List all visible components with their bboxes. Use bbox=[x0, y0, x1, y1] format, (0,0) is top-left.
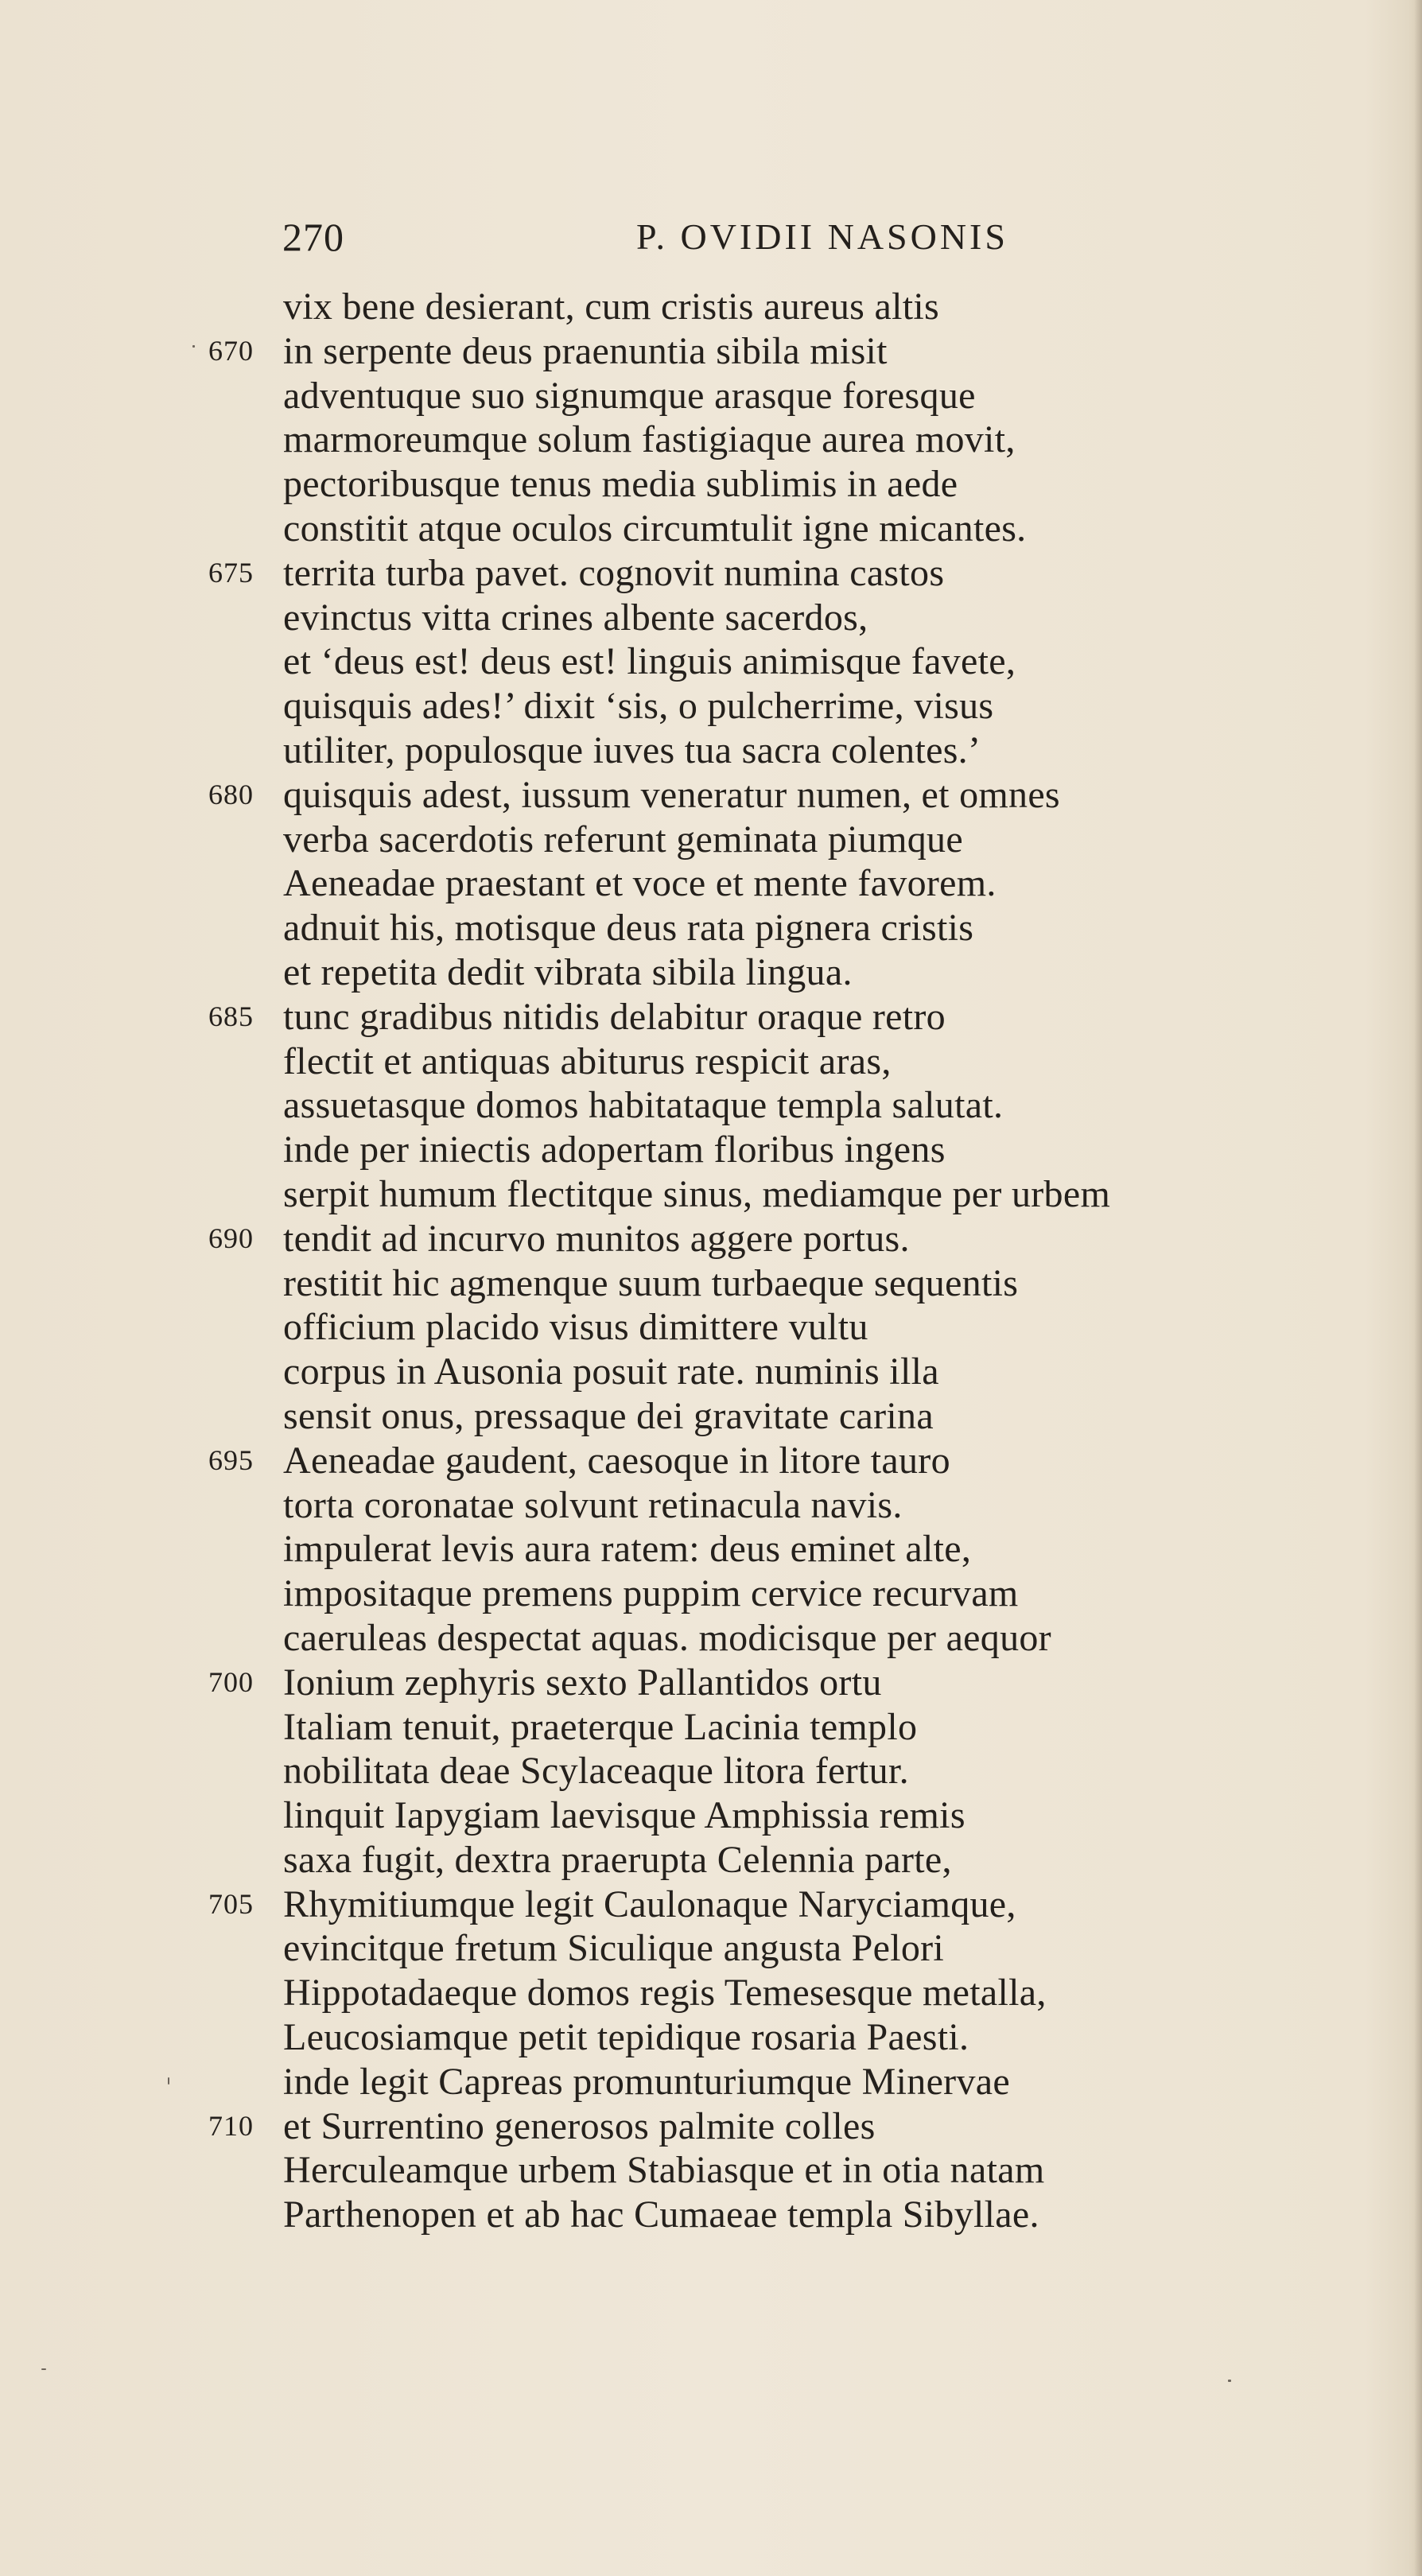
verse-line-number: 675 bbox=[208, 556, 254, 589]
verse-line-text: in serpente deus praenuntia sibila misit bbox=[283, 329, 888, 372]
verse-block bbox=[0, 285, 1422, 2237]
verse-line-text: territa turba pavet. cognovit numina castos bbox=[283, 551, 945, 594]
print-speck bbox=[168, 2077, 169, 2085]
verse-line bbox=[0, 1483, 1422, 1528]
verse-line-text: linquit Iapygiam laevisque Amphissia remis bbox=[283, 1794, 965, 1837]
verse-line bbox=[0, 1926, 1422, 1971]
verse-line-text: vix bene desierant, cum cristis aureus altis bbox=[283, 286, 939, 328]
verse-line bbox=[0, 1039, 1422, 1084]
verse-line-text: nobilitata deae Scylaceaque litora fertur. bbox=[283, 1750, 909, 1793]
verse-line bbox=[0, 1971, 1422, 2015]
verse-line-text: Aeneadae gaudent, caesoque in litore tauro bbox=[283, 1439, 950, 1482]
verse-line bbox=[0, 818, 1422, 862]
verse-line bbox=[0, 729, 1422, 773]
verse-line-number: 680 bbox=[208, 778, 254, 810]
verse-line bbox=[0, 1217, 1422, 1261]
verse-line bbox=[0, 374, 1422, 418]
verse-line-text: et Surrentino generosos palmite colles bbox=[283, 2104, 876, 2147]
verse-line-text: quisquis ades!’ dixit ‘sis, o pulcherrime, visus bbox=[283, 685, 994, 728]
verse-line bbox=[0, 1172, 1422, 1217]
verse-line bbox=[0, 2193, 1422, 2237]
print-speck bbox=[41, 2368, 46, 2370]
page-header bbox=[282, 208, 1022, 266]
verse-line-text: Rhymitiumque legit Caulonaque Naryciamque, bbox=[283, 1882, 1016, 1925]
verse-line bbox=[0, 462, 1422, 507]
verse-line bbox=[0, 995, 1422, 1039]
verse-line-number: 710 bbox=[208, 2109, 254, 2142]
verse-line bbox=[0, 2148, 1422, 2193]
verse-line bbox=[0, 1882, 1422, 1927]
verse-line-text: adnuit his, motisque deus rata pignera cristis bbox=[283, 907, 974, 950]
verse-line-text: et ‘deus est! deus est! linguis animisque favete, bbox=[283, 640, 1016, 683]
verse-line-text: Hippotadaeque domos regis Temesesque metalla, bbox=[283, 1972, 1047, 2015]
verse-line bbox=[0, 906, 1422, 950]
verse-line bbox=[0, 1661, 1422, 1705]
verse-line-text: assuetasque domos habitataque templa salutat. bbox=[283, 1084, 1004, 1127]
verse-line bbox=[0, 1616, 1422, 1661]
verse-line-text: flectit et antiquas abiturus respicit aras, bbox=[283, 1039, 892, 1082]
verse-line bbox=[0, 1083, 1422, 1128]
verse-line bbox=[0, 639, 1422, 684]
verse-line-text: evincitque fretum Siculique angusta Pelori bbox=[283, 1927, 945, 1970]
verse-line-number: 685 bbox=[208, 1000, 254, 1032]
verse-line bbox=[0, 1793, 1422, 1838]
verse-line-text: marmoreumque solum fastigiaque aurea movit, bbox=[283, 418, 1016, 461]
verse-line-text: caeruleas despectat aquas. modicisque per aequor bbox=[283, 1616, 1051, 1659]
verse-line bbox=[0, 418, 1422, 462]
verse-line bbox=[0, 1838, 1422, 1882]
verse-line bbox=[0, 507, 1422, 551]
verse-line bbox=[0, 861, 1422, 906]
verse-line bbox=[0, 1749, 1422, 1793]
verse-line-text: restitit hic agmenque suum turbaeque sequentis bbox=[283, 1261, 1019, 1304]
verse-line-text: et repetita dedit vibrata sibila lingua. bbox=[283, 950, 853, 993]
verse-line-number: 690 bbox=[208, 1222, 254, 1254]
verse-line-text: impositaque premens puppim cervice recurvam bbox=[283, 1572, 1019, 1615]
verse-line bbox=[0, 551, 1422, 596]
verse-line-text: constitit atque oculos circumtulit igne micantes. bbox=[283, 507, 1027, 550]
verse-line bbox=[0, 1527, 1422, 1572]
verse-line-text: saxa fugit, dextra praerupta Celennia parte, bbox=[283, 1838, 952, 1881]
verse-line-text: Leucosiamque petit tepidique rosaria Paesti. bbox=[283, 2016, 969, 2059]
verse-line-text: quisquis adest, iussum veneratur numen, et omnes bbox=[283, 773, 1060, 816]
verse-line-text: utiliter, populosque iuves tua sacra colentes.’ bbox=[283, 729, 981, 771]
page-number: 270 bbox=[282, 215, 344, 259]
verse-line-text: impulerat levis aura ratem: deus eminet alte, bbox=[283, 1528, 972, 1571]
verse-line bbox=[0, 1705, 1422, 1750]
verse-line bbox=[0, 1128, 1422, 1172]
verse-line-number: 670 bbox=[208, 334, 254, 367]
verse-line bbox=[0, 1439, 1422, 1483]
verse-line-text: Herculeamque urbem Stabiasque et in otia natam bbox=[283, 2149, 1045, 2192]
verse-line bbox=[0, 329, 1422, 374]
verse-line bbox=[0, 596, 1422, 640]
verse-line bbox=[0, 1572, 1422, 1616]
verse-line-text: adventuque suo signumque arasque foresque bbox=[283, 374, 976, 417]
verse-line bbox=[0, 1261, 1422, 1306]
verse-line-text: officium placido visus dimittere vultu bbox=[283, 1306, 868, 1349]
verse-line-number: 695 bbox=[208, 1443, 254, 1476]
verse-line-text: corpus in Ausonia posuit rate. numinis illa bbox=[283, 1350, 939, 1393]
verse-line-text: sensit onus, pressaque dei gravitate carina bbox=[283, 1394, 934, 1437]
verse-line-text: verba sacerdotis referunt geminata piumque bbox=[283, 818, 963, 861]
verse-line-text: Aeneadae praestant et voce et mente favorem. bbox=[283, 862, 997, 905]
verse-line-text: Parthenopen et ab hac Cumaeae templa Sibyllae. bbox=[283, 2193, 1039, 2236]
verse-line bbox=[0, 2060, 1422, 2104]
verse-line-text: inde per iniectis adopertam floribus ingens bbox=[283, 1129, 946, 1171]
print-speck bbox=[1228, 2380, 1231, 2382]
verse-line bbox=[0, 285, 1422, 329]
verse-line bbox=[0, 2015, 1422, 2060]
verse-line bbox=[0, 2104, 1422, 2149]
verse-line-text: serpit humum flectitque sinus, mediamque per urbem bbox=[283, 1172, 1111, 1215]
verse-line bbox=[0, 1350, 1422, 1394]
verse-line-text: evinctus vitta crines albente sacerdos, bbox=[283, 596, 868, 639]
verse-line bbox=[0, 950, 1422, 995]
verse-line bbox=[0, 1305, 1422, 1350]
verse-line-number: 705 bbox=[208, 1887, 254, 1920]
verse-line-number: 700 bbox=[208, 1665, 254, 1698]
verse-line-text: tunc gradibus nitidis delabitur oraque retro bbox=[283, 995, 946, 1038]
print-speck bbox=[192, 345, 195, 348]
verse-line-text: Ionium zephyris sexto Pallantidos ortu bbox=[283, 1661, 882, 1704]
verse-line bbox=[0, 684, 1422, 729]
verse-line-text: inde legit Capreas promunturiumque Minervae bbox=[283, 2060, 1010, 2103]
running-title: P. OVIDII NASONIS bbox=[636, 216, 1008, 257]
verse-line bbox=[0, 1394, 1422, 1439]
verse-line-text: pectoribusque tenus media sublimis in aede bbox=[283, 463, 958, 506]
verse-line bbox=[0, 773, 1422, 818]
verse-line-text: Italiam tenuit, praeterque Lacinia templo bbox=[283, 1705, 918, 1748]
verse-line-text: tendit ad incurvo munitos aggere portus. bbox=[283, 1217, 910, 1260]
verse-line-text: torta coronatae solvunt retinacula navis. bbox=[283, 1483, 903, 1526]
